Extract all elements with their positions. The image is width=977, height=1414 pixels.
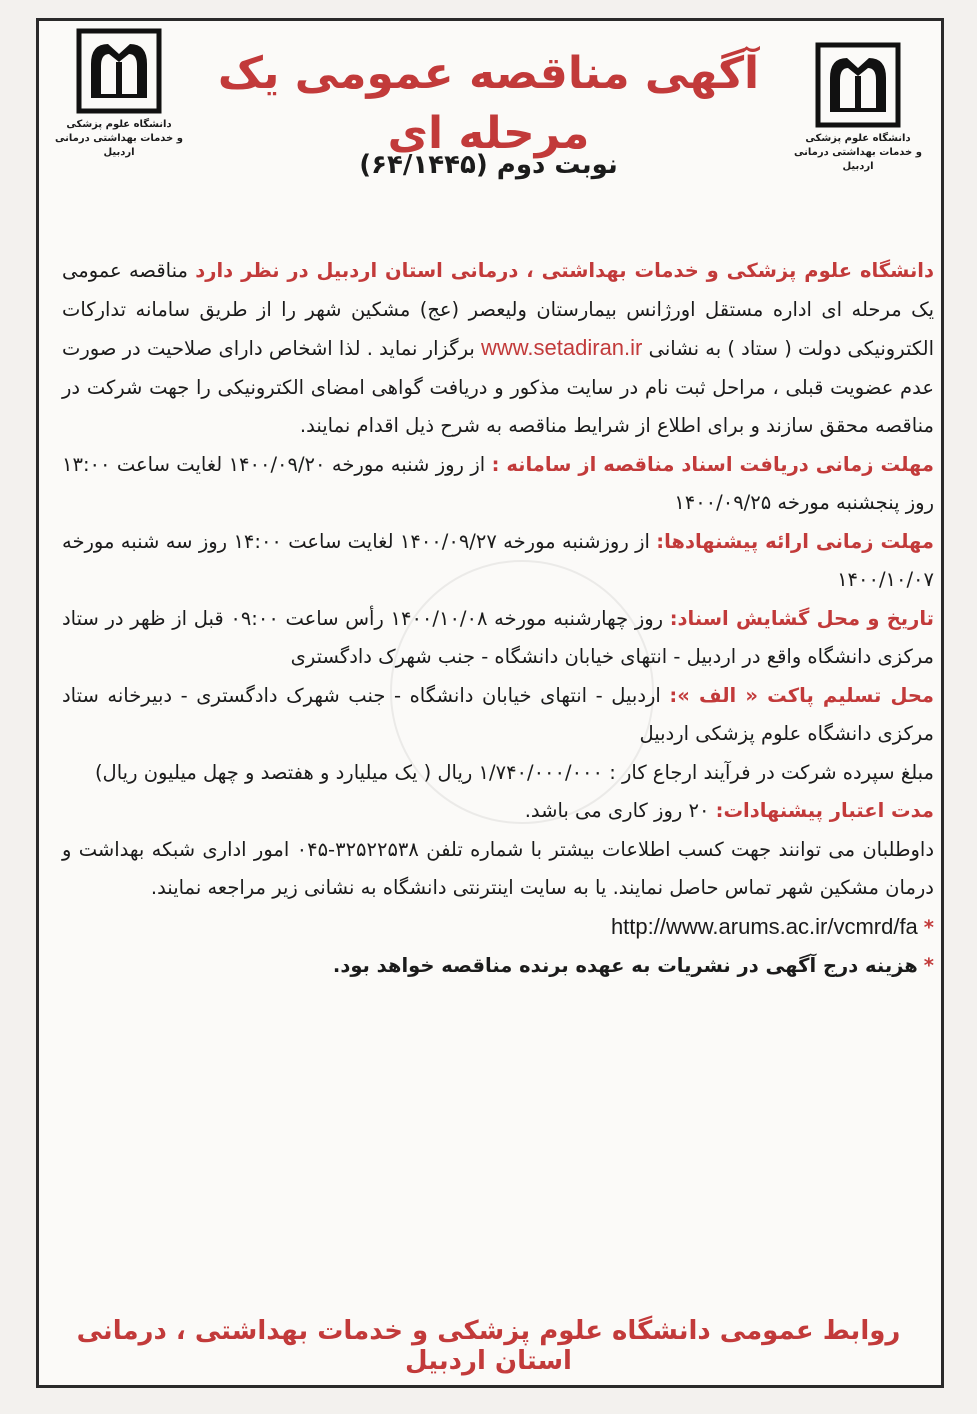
- intro-text-2: برگزار نماید . لذا اشخاص دارای صلاحیت در صورت عدم عضویت قبلی ، مراحل ثبت نام در سایت مذکور و دریافت گواهی امضای الکترونیکی را جهت شرکت در مناقصه محقق سازند و برای اطلاع از شرایط مناقصه به شرح ذیل اقدام نمایند.: [62, 337, 934, 437]
- validity-text: ۲۰ روز کاری می باشد.: [524, 799, 716, 822]
- validity-label: مدت اعتبار پیشنهادات:: [715, 799, 934, 822]
- offers-deadline: [62, 523, 934, 600]
- contact-info: داوطلبان می توانند جهت کسب اطلاعات بیشتر با شماره تلفن ۳۲۵۲۲۵۳۸-۰۴۵ امور اداری شبکه بهداشت و درمان مشکین شهر تماس حاصل نمایند. یا به سایت اینترنتی دانشگاه به نشانی زیر مراجعه نمایند.: [62, 837, 935, 899]
- docs-label: مهلت زمانی دریافت اسناد مناقصه از سامانه :: [491, 452, 934, 476]
- setad-link[interactable]: www.setadiran.ir: [480, 335, 643, 360]
- cost-note: هزینه درج آگهی در نشریات به عهده برنده مناقصه خواهد بود.: [332, 954, 918, 977]
- offers-label: مهلت زمانی ارائه پیشنهادها:: [656, 529, 934, 553]
- tender-body: [62, 252, 934, 986]
- university-emblem-icon: [815, 42, 901, 128]
- opening-text: روز چهارشنبه مورخه ۱۴۰۰/۱۰/۰۸ رأس ساعت ۰۹:۰۰ قبل از ظهر در ستاد مرکزی دانشگاه واقع در اردبیل - انتهای خیابان دانشگاه - جنب شهرک دادگستری: [62, 606, 934, 668]
- cost-note-line: [62, 947, 934, 986]
- deposit-amount: مبلغ سپرده شرکت در فرآیند ارجاع کار : ۱/۷۴۰/۰۰۰/۰۰۰ ریال ( یک میلیارد و هفتصد و چهل میلیون ریال): [94, 760, 934, 784]
- packet-delivery: [62, 677, 934, 754]
- validity-period: [62, 792, 934, 831]
- packet-text: اردبیل - انتهای خیابان دانشگاه - جنب شهرک دادگستری - دبیرخانه ستاد مرکزی دانشگاه علوم پزشکی اردبیل: [62, 683, 934, 745]
- university-logo-left: [44, 28, 194, 160]
- docs-text: از روز شنبه مورخه ۱۴۰۰/۰۹/۲۰ لغایت ساعت ۱۳:۰۰ روز پنجشنبه مورخه ۱۴۰۰/۰۹/۲۵: [62, 452, 934, 514]
- intro-text: مناقصه عمومی یک مرحله ای اداره مستقل اورژانس بیمارستان ولیعصر (عج) مشکین شهر را از طریق سامانه تدارکات الکترونیکی دولت ( ستاد ) به نشانی: [62, 259, 934, 360]
- logo-caption-line1: دانشگاه علوم پزشکی: [66, 119, 172, 130]
- edition-number: نوبت دوم (۶۴/۱۴۴۵): [359, 150, 618, 180]
- bullet-icon: *: [923, 954, 934, 977]
- university-link[interactable]: http://www.arums.ac.ir/vcmrd/fa: [610, 913, 918, 939]
- docs-deadline: [62, 446, 934, 523]
- offers-text: از روزشنبه مورخه ۱۴۰۰/۰۹/۲۷ لغایت ساعت ۱۴:۰۰ روز سه شنبه مورخه ۱۴۰۰/۱۰/۰۷: [62, 529, 934, 591]
- intro-heading: دانشگاه علوم پزشکی و خدمات بهداشتی ، درمانی استان اردبیل در نظر دارد: [195, 259, 934, 282]
- page-title: آگهی مناقصه عمومی یک مرحله ای: [217, 48, 760, 159]
- university-emblem-icon: [76, 28, 162, 114]
- logo-caption-line2: و خدمات بهداشتی درمانی اردبیل: [794, 147, 922, 172]
- opening-label: تاریخ و محل گشایش اسناد:: [669, 606, 934, 630]
- footer-signature: روابط عمومی دانشگاه علوم پزشکی و خدمات بهداشتی ، درمانی استان اردبیل: [76, 1316, 901, 1376]
- logo-caption-line2: و خدمات بهداشتی درمانی اردبیل: [55, 133, 183, 158]
- bullet-icon: *: [923, 915, 934, 939]
- university-link-line: [62, 908, 934, 948]
- logo-caption-line1: دانشگاه علوم پزشکی: [805, 133, 911, 144]
- university-logo-right: [783, 42, 933, 174]
- packet-label: محل تسلیم پاکت « الف »:: [669, 683, 935, 707]
- opening-info: [62, 600, 934, 677]
- intro-paragraph: [62, 252, 934, 446]
